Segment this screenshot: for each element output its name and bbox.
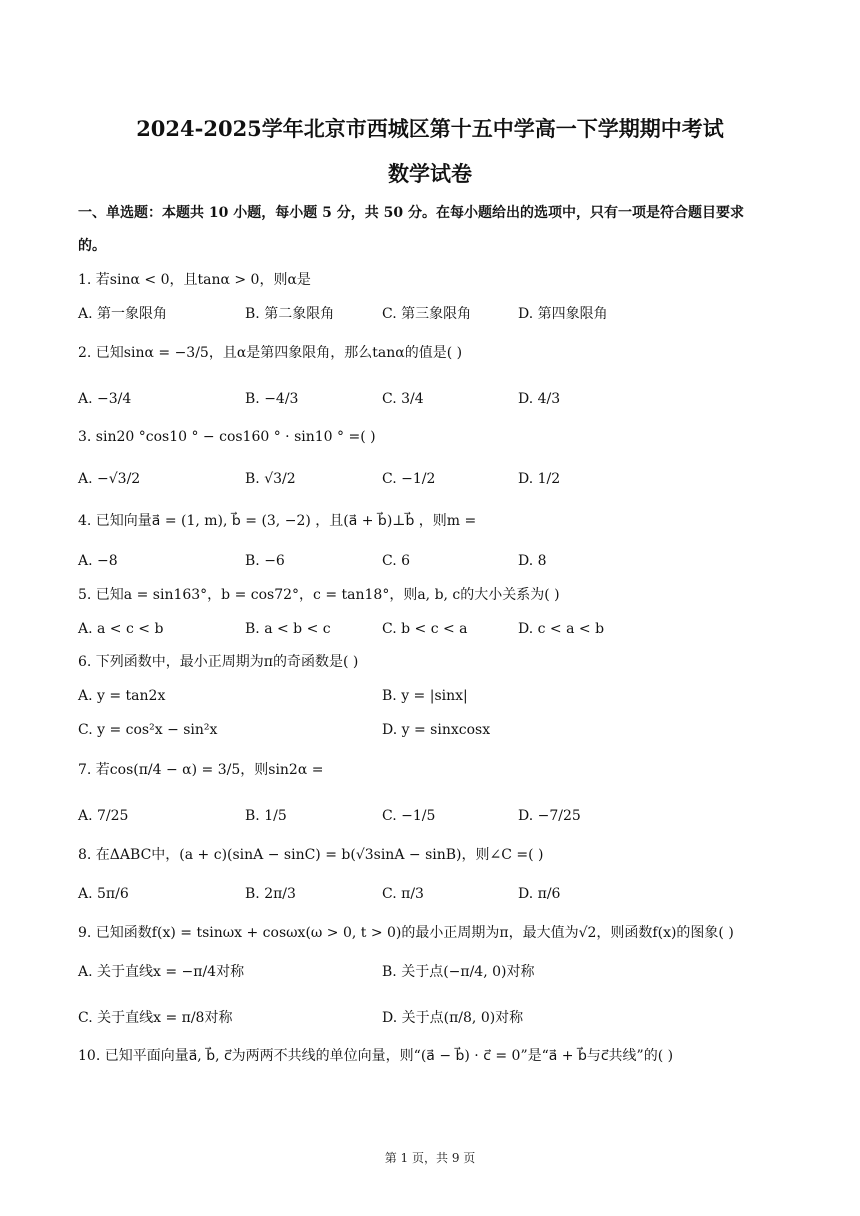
question-3-option-a: A. −√3/2 xyxy=(78,471,141,487)
question-7-option-b: B. 1/5 xyxy=(245,808,287,824)
page-footer: 第 1 页，共 9 页 xyxy=(384,1151,476,1165)
question-3-option-d: D. 1/2 xyxy=(518,471,561,487)
question-5-option-b: B. a < b < c xyxy=(245,621,331,637)
question-4-option-b: B. −6 xyxy=(245,553,285,569)
question-5-option-c: C. b < c < a xyxy=(382,621,468,637)
question-3-option-c: C. −1/2 xyxy=(382,471,436,487)
question-7-stem: 7. 若cos(π/4 − α) = 3/5，则sin2α = xyxy=(78,762,324,778)
exam-title: 2024-2025学年北京市西城区第十五中学高一下学期期中考试 xyxy=(136,116,724,141)
question-7-option-a: A. 7/25 xyxy=(78,808,129,824)
question-1-option-c: C. 第三象限角 xyxy=(382,306,472,322)
question-4-stem: 4. 已知向量a⃗ = (1, m), b⃗ = (3, −2) ，且(a⃗ + b⃗)⊥b⃗ ，则m = xyxy=(78,513,477,529)
section-header: 一、单选题：本题共 10 小题，每小题 5 分，共 50 分。在每小题给出的选项中，只有一项是符合题目要求 xyxy=(78,205,744,221)
question-2-option-c: C. 3/4 xyxy=(382,391,424,407)
question-9-option-a: A. 关于直线x = −π/4对称 xyxy=(78,964,245,980)
question-2-option-b: B. −4/3 xyxy=(245,391,299,407)
question-6-option-b: B. y = |sinx| xyxy=(382,688,468,704)
question-5-stem: 5. 已知a = sin163°，b = cos72°，c = tan18°，则a, b, c的大小关系为( ) xyxy=(78,587,560,603)
exam-subtitle: 数学试卷 xyxy=(388,161,472,186)
question-5-option-d: D. c < a < b xyxy=(518,621,605,637)
question-3-option-b: B. √3/2 xyxy=(245,471,296,487)
question-9-stem: 9. 已知函数f(x) = tsinωx + cosωx(ω > 0, t > 0)的最小正周期为π，最大值为√2，则函数f(x)的图象( ) xyxy=(78,925,734,941)
question-9-option-b: B. 关于点(−π/4, 0)对称 xyxy=(382,964,535,980)
question-2-option-a: A. −3/4 xyxy=(78,391,132,407)
question-1-option-b: B. 第二象限角 xyxy=(245,306,335,322)
question-3-stem: 3. sin20 °cos10 ° − cos160 ° · sin10 ° =( ) xyxy=(78,429,376,445)
question-10-stem: 10. 已知平面向量a⃗, b⃗, c⃗为两两不共线的单位向量，则“(a⃗ − b⃗) · c⃗ = 0”是“a⃗ + b⃗与c⃗共线”的( ) xyxy=(78,1048,674,1064)
question-4-option-d: D. 8 xyxy=(518,553,547,569)
question-6-option-d: D. y = sinxcosx xyxy=(382,722,491,738)
question-7-option-d: D. −7/25 xyxy=(518,808,581,824)
question-1-option-a: A. 第一象限角 xyxy=(78,306,168,322)
question-4-option-c: C. 6 xyxy=(382,553,411,569)
question-7-option-c: C. −1/5 xyxy=(382,808,436,824)
question-2-option-d: D. 4/3 xyxy=(518,391,561,407)
question-8-stem: 8. 在ΔABC中，(a + c)(sinA − sinC) = b(√3sinA − sinB)，则∠C =( ) xyxy=(78,847,544,863)
question-1-option-d: D. 第四象限角 xyxy=(518,306,608,322)
question-6-stem: 6. 下列函数中，最小正周期为π的奇函数是( ) xyxy=(78,654,359,670)
section-header-cont: 的。 xyxy=(78,238,106,254)
question-9-option-c: C. 关于直线x = π/8对称 xyxy=(78,1010,233,1026)
question-8-option-c: C. π/3 xyxy=(382,886,424,902)
question-6-option-c: C. y = cos²x − sin²x xyxy=(78,722,218,738)
question-8-option-d: D. π/6 xyxy=(518,886,561,902)
question-4-option-a: A. −8 xyxy=(78,553,118,569)
question-1-stem: 1. 若sinα < 0，且tanα > 0，则α是 xyxy=(78,272,311,288)
question-8-option-a: A. 5π/6 xyxy=(78,886,129,902)
question-2-stem: 2. 已知sinα = −3/5，且α是第四象限角，那么tanα的值是( ) xyxy=(78,345,463,361)
question-9-option-d: D. 关于点(π/8, 0)对称 xyxy=(382,1010,524,1026)
question-6-option-a: A. y = tan2x xyxy=(78,688,166,704)
question-8-option-b: B. 2π/3 xyxy=(245,886,296,902)
question-5-option-a: A. a < c < b xyxy=(78,621,164,637)
